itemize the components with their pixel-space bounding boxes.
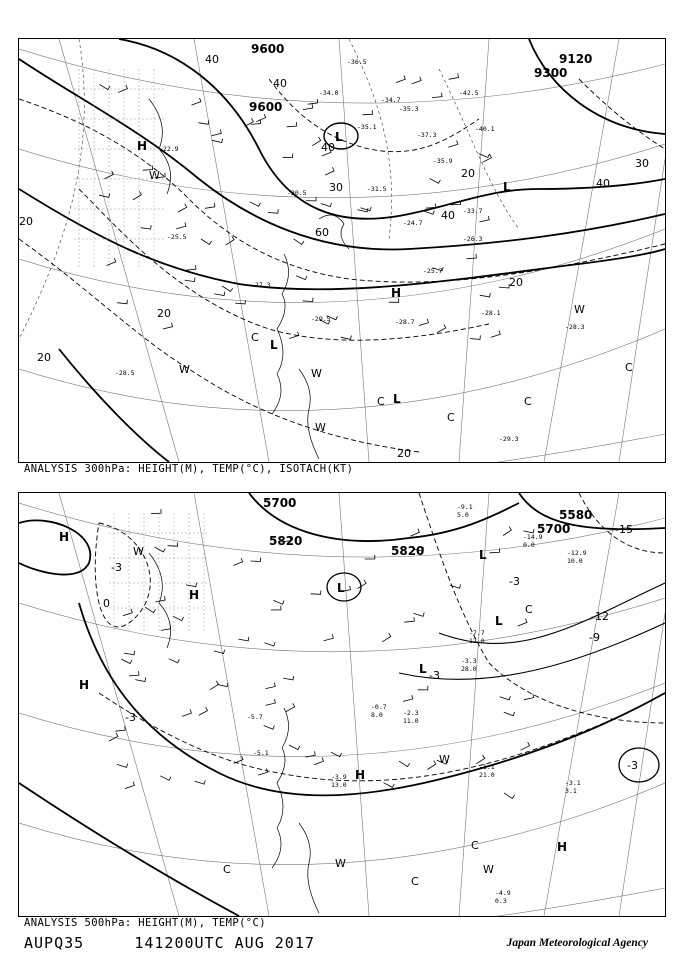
wind-barb (363, 110, 373, 115)
low-center: L (337, 581, 345, 595)
map-300hpa-canvas (19, 39, 665, 462)
wind-barb (437, 324, 446, 332)
wind-barb (491, 330, 501, 337)
station-value: -1.1 (479, 763, 495, 771)
isotach-label: 30 (635, 157, 649, 170)
wind-barb (192, 98, 201, 105)
wind-barb (238, 637, 249, 641)
isotach-label: 40 (596, 177, 610, 190)
wind-barb (107, 258, 116, 265)
wind-barb (490, 548, 500, 552)
wind-barb (135, 678, 146, 682)
wind-barb (123, 609, 133, 616)
wind-barb (169, 659, 180, 663)
wind-barb (283, 676, 294, 680)
wind-barb (418, 686, 428, 690)
wind-barb (499, 284, 509, 288)
wind-barb (503, 527, 511, 536)
wind-barb (99, 84, 110, 89)
wind-barb (186, 265, 196, 270)
isotach-label: 20 (509, 276, 523, 289)
station-value: 12.0 (469, 637, 485, 645)
wind-barb (222, 286, 233, 292)
wind-barb (382, 633, 391, 642)
warm-center: W (335, 857, 346, 870)
isotach-label: 40 (273, 77, 287, 90)
wind-barb (314, 757, 323, 764)
isotherm-label: -15 (615, 523, 633, 536)
wind-barb (283, 154, 293, 158)
wind-barb (201, 239, 212, 244)
wind-barb (257, 114, 266, 122)
wind-barb (185, 278, 195, 282)
wind-barb (470, 335, 480, 339)
station-value: -3.9 (331, 773, 347, 781)
wind-barb (141, 225, 152, 229)
wind-barb (518, 619, 527, 626)
station-value: -35.3 (399, 105, 419, 113)
wind-barb (480, 216, 490, 222)
wind-barb (205, 203, 215, 209)
wind-barb (178, 204, 187, 212)
isotach-label: 20 (19, 215, 33, 228)
isotach-label: 20 (397, 447, 411, 460)
wind-barb (321, 203, 332, 207)
wind-barb (399, 761, 410, 766)
wind-barb (161, 625, 171, 631)
station-value: -34.7 (381, 96, 401, 104)
isotherm-label: -3 (111, 561, 122, 574)
station-value: 0.3 (495, 897, 507, 905)
valid-time: 141200UTC AUG 2017 (134, 934, 315, 952)
wind-barb (396, 76, 405, 83)
station-value: -14.9 (523, 533, 543, 541)
wind-barb (121, 659, 132, 664)
station-value: -31.5 (367, 185, 387, 193)
isotach-label: 30 (329, 181, 343, 194)
station-value: 28.0 (461, 665, 477, 673)
station-value: -5.7 (247, 713, 263, 721)
wind-barb (268, 209, 278, 213)
warm-center: W (483, 863, 494, 876)
cold-center: C (411, 875, 419, 888)
coastline (149, 99, 349, 459)
wind-barb (214, 650, 225, 654)
height-label: 9300 (534, 66, 568, 80)
wind-barb (176, 222, 186, 228)
wind-barb (448, 140, 458, 147)
station-value: -28.7 (395, 318, 415, 326)
map-500hpa-canvas (19, 493, 665, 916)
wind-barb (210, 681, 219, 690)
cold-center: C (377, 395, 385, 408)
isotach-label: 40 (205, 53, 219, 66)
station-value: -27.3 (251, 281, 271, 289)
cold-center: C (447, 411, 455, 424)
panel-caption-500hpa: ANALYSIS 500hPa: HEIGHT(M), TEMP(°C) (24, 917, 266, 929)
high-center: H (557, 840, 568, 854)
map-panel-300hpa (18, 38, 666, 463)
height-label: 5820 (391, 544, 425, 558)
wind-barb (117, 300, 127, 304)
warm-center: W (179, 363, 190, 376)
station-value: -3.3 (461, 657, 477, 665)
wind-barb (115, 726, 125, 731)
wind-barb (419, 319, 429, 326)
low-center: L (479, 548, 487, 562)
wind-barb (198, 120, 209, 124)
station-value: -26.3 (463, 235, 483, 243)
high-center: H (59, 530, 70, 544)
wind-barb (430, 179, 441, 184)
wind-barb (133, 191, 142, 200)
warm-center: W (133, 545, 144, 558)
wind-barb (324, 634, 334, 640)
wind-barb (410, 529, 419, 537)
panel-caption-300hpa: ANALYSIS 300hPa: HEIGHT(M), TEMP(°C), ISOTACH(KT) (24, 463, 354, 475)
station-value: -4.9 (495, 889, 511, 897)
chart-code: AUPQ35 (24, 934, 85, 952)
station-value: -35.1 (357, 123, 377, 131)
wind-barb (414, 613, 425, 617)
wind-barb (412, 77, 421, 84)
chart-identifier (24, 934, 315, 952)
wind-barb (504, 712, 515, 716)
agency-name: Japan Meteorological Agency (506, 937, 648, 949)
station-value: -0.7 (371, 703, 387, 711)
warm-center: W (315, 421, 326, 434)
wind-barb (125, 782, 134, 789)
height-label: 5820 (269, 534, 303, 548)
station-value: 13.0 (331, 781, 347, 789)
cold-center: C (625, 361, 633, 374)
station-value: -37.3 (417, 131, 437, 139)
station-value: -29.5 (311, 315, 331, 323)
wind-barb (168, 542, 178, 546)
cold-center: C (471, 839, 479, 852)
wind-barb (271, 606, 281, 610)
station-value: -2.3 (403, 709, 419, 717)
wind-barb (325, 167, 334, 175)
wind-barb (233, 558, 242, 565)
station-value: -12.9 (567, 549, 587, 557)
wind-barb (384, 783, 395, 788)
isotherms-thin (399, 583, 665, 679)
isotach-label: 40 (441, 209, 455, 222)
isotherm-label: -3 (125, 711, 136, 724)
isotach-label: 20 (461, 167, 475, 180)
isotherm-label: -9 (589, 631, 600, 644)
station-value: -28.1 (481, 309, 501, 317)
station-value: -25.7 (423, 267, 443, 275)
warm-center: W (439, 753, 450, 766)
warm-center: W (574, 303, 585, 316)
wind-barb (449, 73, 459, 79)
station-value: 21.0 (479, 771, 495, 779)
isotach-label: 20 (37, 351, 51, 364)
wind-barb (432, 93, 442, 98)
wind-barb (404, 617, 414, 622)
isotach-label: 20 (157, 307, 171, 320)
wind-barb (212, 139, 223, 143)
station-value: -7.7 (469, 629, 485, 637)
station-value: -35.9 (433, 157, 453, 165)
high-center: H (79, 678, 90, 692)
station-value: -24.7 (403, 219, 423, 227)
cold-center: C (525, 603, 533, 616)
wind-barb (273, 600, 284, 604)
wind-barb (303, 104, 313, 110)
station-value: -28.5 (115, 369, 135, 377)
station-value: -40.1 (475, 125, 495, 133)
wind-barb (303, 298, 313, 302)
high-center: H (391, 286, 402, 300)
low-center: L (419, 662, 427, 676)
height-label: 5700 (263, 496, 297, 510)
wind-barb (294, 239, 305, 245)
cold-center: C (524, 395, 532, 408)
wind-barb (296, 276, 307, 280)
wind-barb (182, 709, 191, 716)
map-panel-500hpa (18, 492, 666, 917)
wind-barb (264, 726, 275, 730)
wind-barb (264, 642, 275, 646)
station-value: -36.5 (347, 58, 367, 66)
warm-center: W (149, 169, 160, 182)
station-value: -33.7 (463, 207, 483, 215)
height-label: 9120 (559, 52, 593, 66)
high-center: H (137, 139, 148, 153)
station-value: -42.5 (459, 89, 479, 97)
station-value: 5.0 (457, 511, 469, 519)
wind-barb (286, 703, 295, 711)
station-value: -25.5 (167, 233, 187, 241)
height-label: 9600 (249, 100, 283, 114)
low-center: L (495, 614, 503, 628)
isotherm-label: -3 (429, 669, 440, 682)
height-label: 5700 (537, 522, 571, 536)
wind-barb (403, 695, 413, 701)
wind-barb (266, 699, 276, 705)
cold-center: C (223, 863, 231, 876)
wind-barb (480, 293, 491, 297)
station-value: -5.1 (253, 749, 269, 757)
high-center: H (355, 768, 366, 782)
wind-barb (117, 764, 128, 768)
isotherm-label: 0 (103, 597, 110, 610)
height-contours (19, 39, 665, 462)
wind-barb (124, 651, 135, 655)
station-value: 11.0 (403, 717, 419, 725)
station-value: -22.9 (159, 145, 179, 153)
station-value: 10.0 (567, 557, 583, 565)
wind-barb (287, 122, 297, 127)
wind-barb (99, 194, 110, 198)
height-label: 9600 (251, 42, 285, 56)
wind-barb (361, 207, 372, 211)
isotherm-label: -3 (627, 759, 638, 772)
wind-barb (426, 203, 436, 208)
wind-barb (212, 129, 222, 135)
high-center: H (189, 588, 200, 602)
warm-center: W (311, 367, 322, 380)
wind-barb (155, 547, 166, 552)
wind-barb (214, 292, 225, 296)
wind-barb (479, 154, 490, 158)
wind-barb (312, 137, 321, 146)
isotach-label: 40 (321, 141, 335, 154)
wind-barb (311, 590, 321, 594)
wind-barbs (99, 73, 509, 339)
wind-barb (163, 323, 173, 329)
height-label: 5580 (559, 508, 593, 522)
isotherms (95, 493, 665, 781)
wind-barb (151, 509, 161, 514)
wind-barb (250, 202, 261, 207)
wind-barb (217, 683, 228, 687)
wind-barb (521, 742, 530, 750)
isotach-label: 60 (315, 226, 329, 239)
wind-barb (160, 776, 171, 781)
low-center: L (270, 338, 278, 352)
station-value: -29.3 (499, 435, 519, 443)
wind-barb (524, 694, 534, 700)
wind-barb (341, 336, 352, 340)
wind-barb (195, 780, 206, 784)
wind-barb (504, 793, 515, 799)
cold-center: C (251, 331, 259, 344)
isotherm-label: -3 (509, 575, 520, 588)
wind-barb (289, 745, 300, 750)
wind-barb (427, 761, 435, 770)
wind-barb (251, 558, 261, 562)
low-center: L (393, 392, 401, 406)
station-value: -30.5 (287, 189, 307, 197)
wind-barb (266, 683, 276, 689)
wind-barb (129, 671, 139, 676)
wind-barb (173, 616, 184, 620)
wind-barb (500, 696, 511, 700)
wind-barb (199, 707, 208, 715)
station-value: 3.1 (565, 787, 577, 795)
low-center: L (335, 130, 343, 144)
station-value: -3.1 (565, 779, 581, 787)
station-value: -28.3 (565, 323, 585, 331)
station-value: 0.0 (523, 541, 535, 549)
coastline (149, 553, 319, 913)
station-value: 8.0 (371, 711, 383, 719)
wind-barb (466, 254, 476, 259)
wind-barb (186, 583, 197, 587)
station-value: -34.0 (319, 89, 339, 97)
station-value: -9.1 (457, 503, 473, 511)
low-center: L (503, 180, 511, 194)
isotherm-label: -12 (591, 610, 609, 623)
graticule (19, 39, 665, 462)
